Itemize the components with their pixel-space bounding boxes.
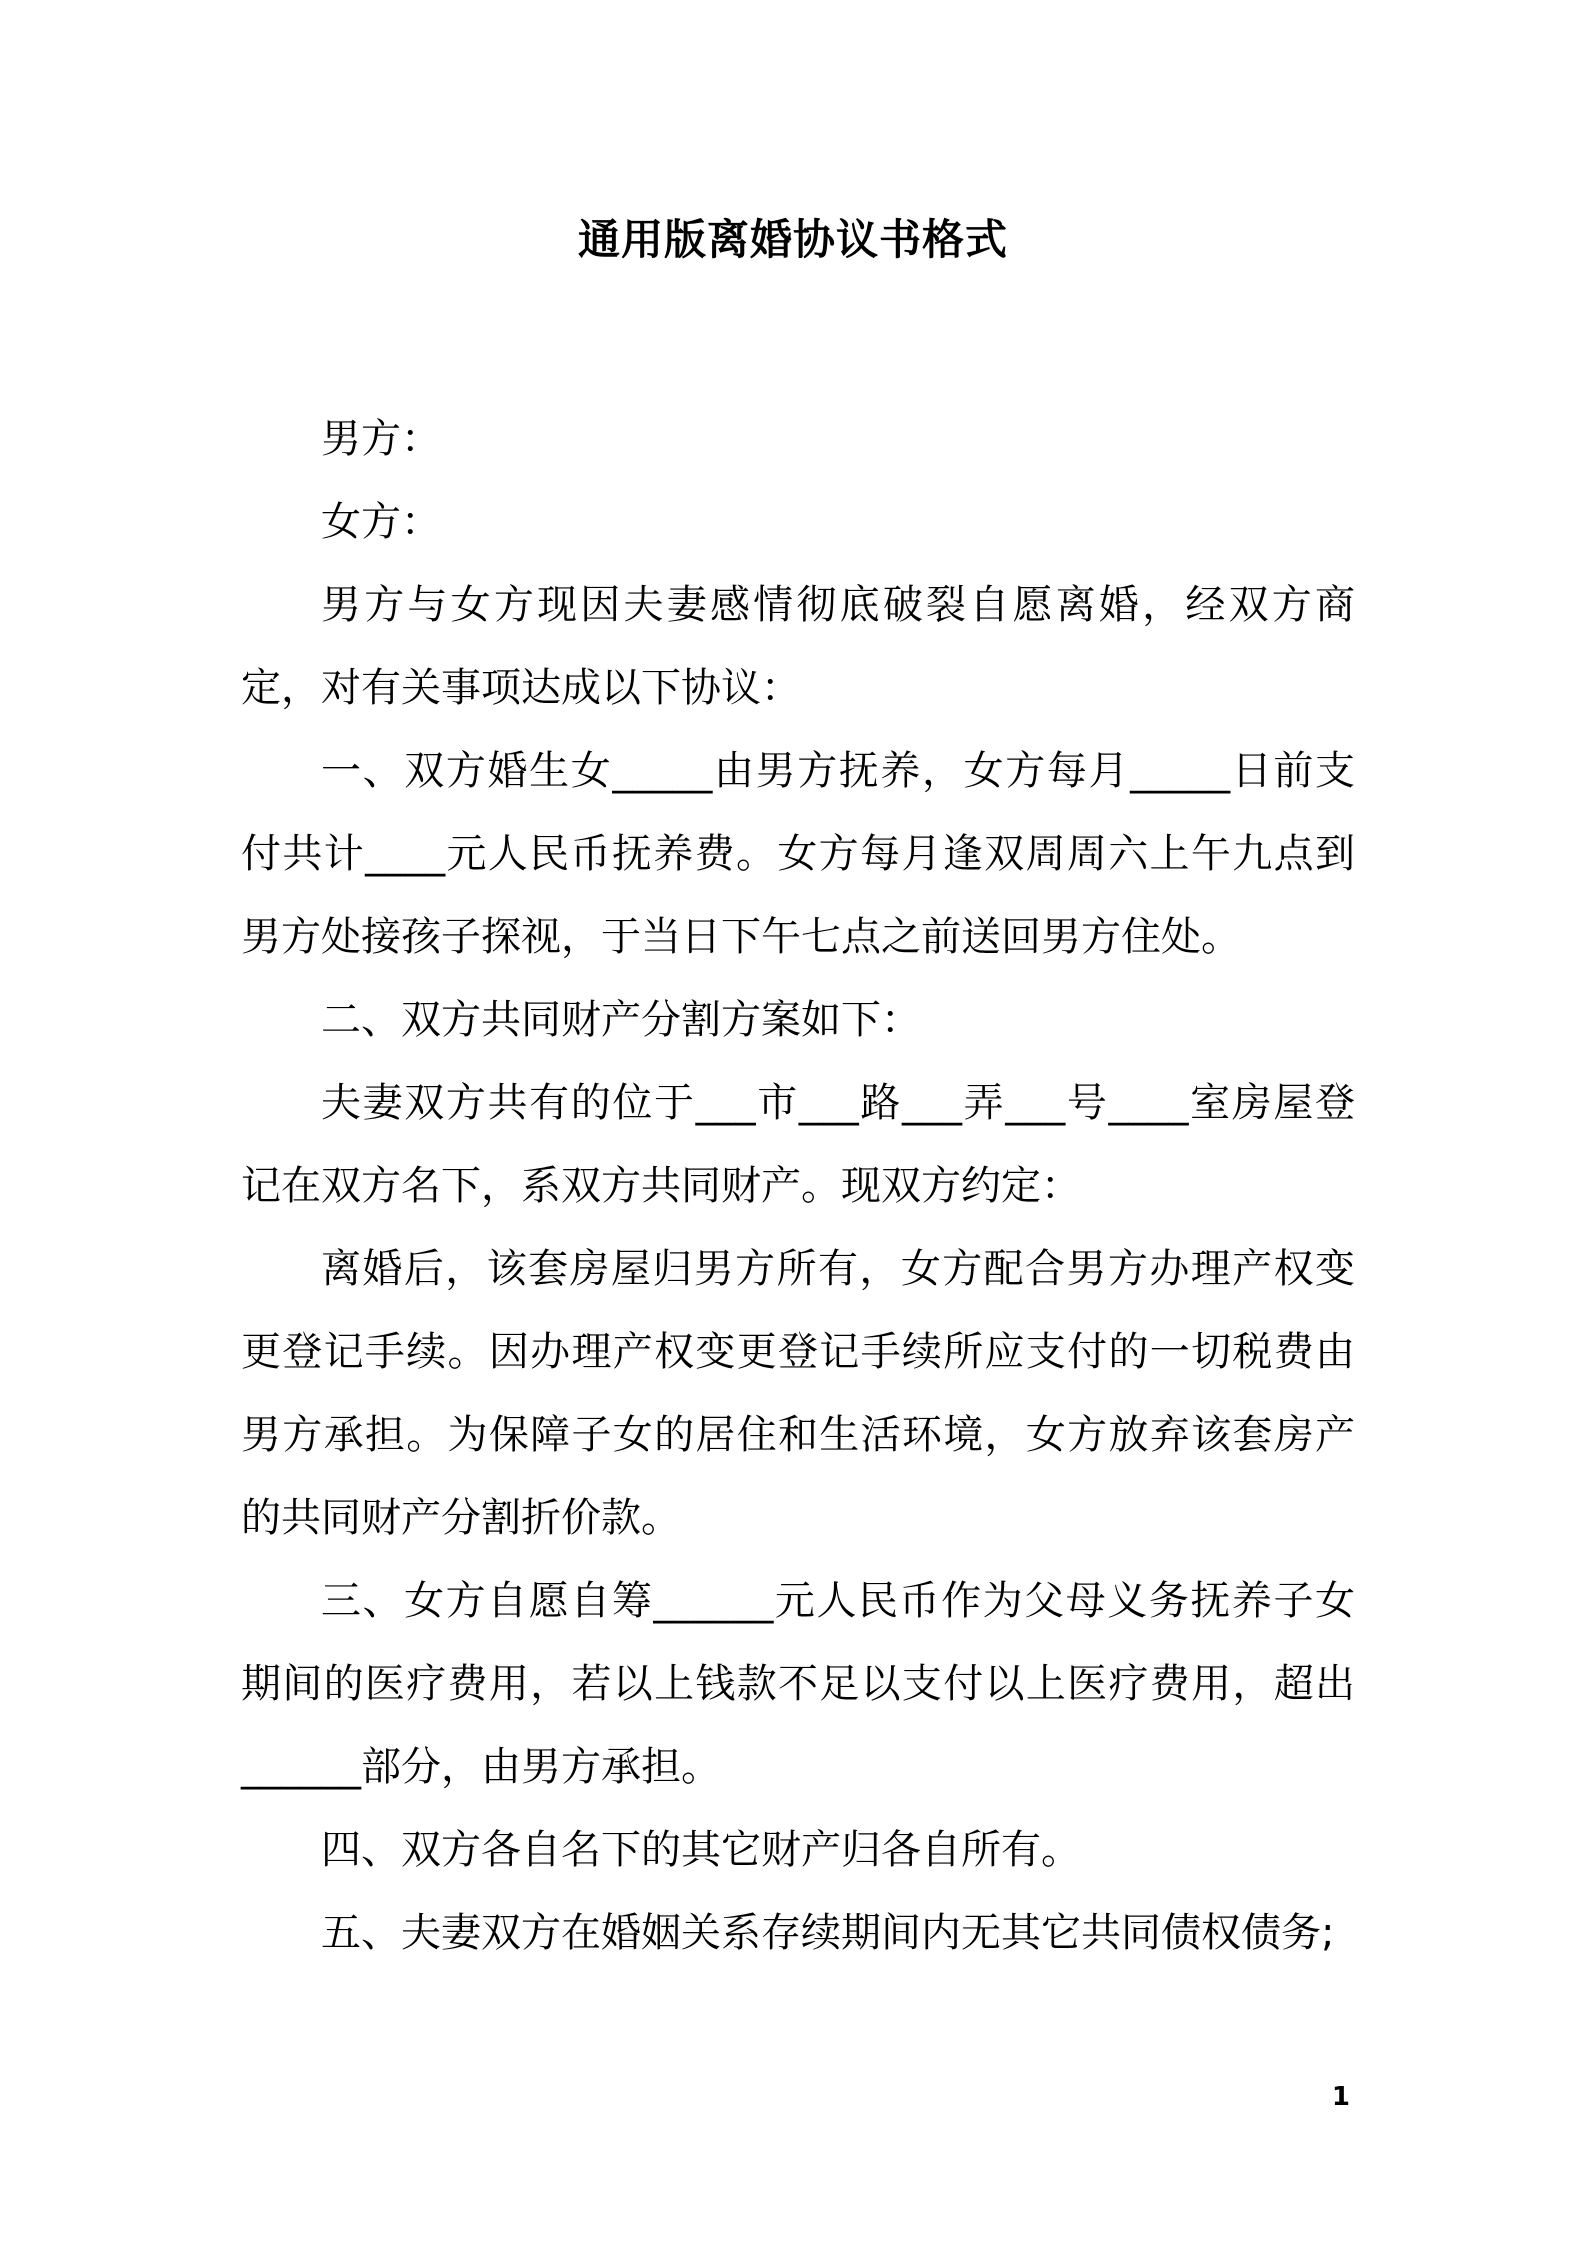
paragraph-property-location: 夫妻双方共有的位于___市___路___弄___号____室房屋登记在双方名下，系双方共同财产。现双方约定： (241, 1080, 1355, 1209)
paragraph-intro: 男方与女方现因夫妻感情彻底破裂自愿离婚，经双方商定，对有关事项达成以下协议： (241, 582, 1355, 711)
paragraph-clause-2: 二、双方共同财产分割方案如下： (321, 997, 921, 1043)
paragraph-male-party: 男方： (321, 416, 441, 462)
page-number: 1 (1331, 2082, 1350, 2112)
document-title: 通用版离婚协议书格式 (577, 215, 1008, 264)
paragraph-property-agreement: 离婚后，该套房屋归男方所有，女方配合男方办理产权变更登记手续。因办理产权变更登记手续所应支付的一切税费由男方承担。为保障子女的居住和生活环境，女方放弃该套房产的共同财产分割折价款。 (241, 1246, 1355, 1541)
paragraph-clause-4: 四、双方各自名下的其它财产归各自所有。 (321, 1827, 1081, 1873)
paragraph-clause-1: 一、双方婚生女_____由男方抚养，女方每月_____日前支付共计____元人民币抚养费。女方每月逢双周周六上午九点到男方处接孩子探视，于当日下午七点之前送回男方住处。 (241, 748, 1355, 960)
document-body (241, 398, 1355, 1975)
paragraph-female-party: 女方： (321, 499, 441, 545)
paragraph-clause-3: 三、女方自愿自筹______元人民币作为父母义务抚养子女期间的医疗费用，若以上钱款不足以支付以上医疗费用，超出______部分，由男方承担。 (241, 1578, 1355, 1790)
paragraph-clause-5: 五、夫妻双方在婚姻关系存续期间内无其它共同债权债务; (321, 1910, 1335, 1956)
